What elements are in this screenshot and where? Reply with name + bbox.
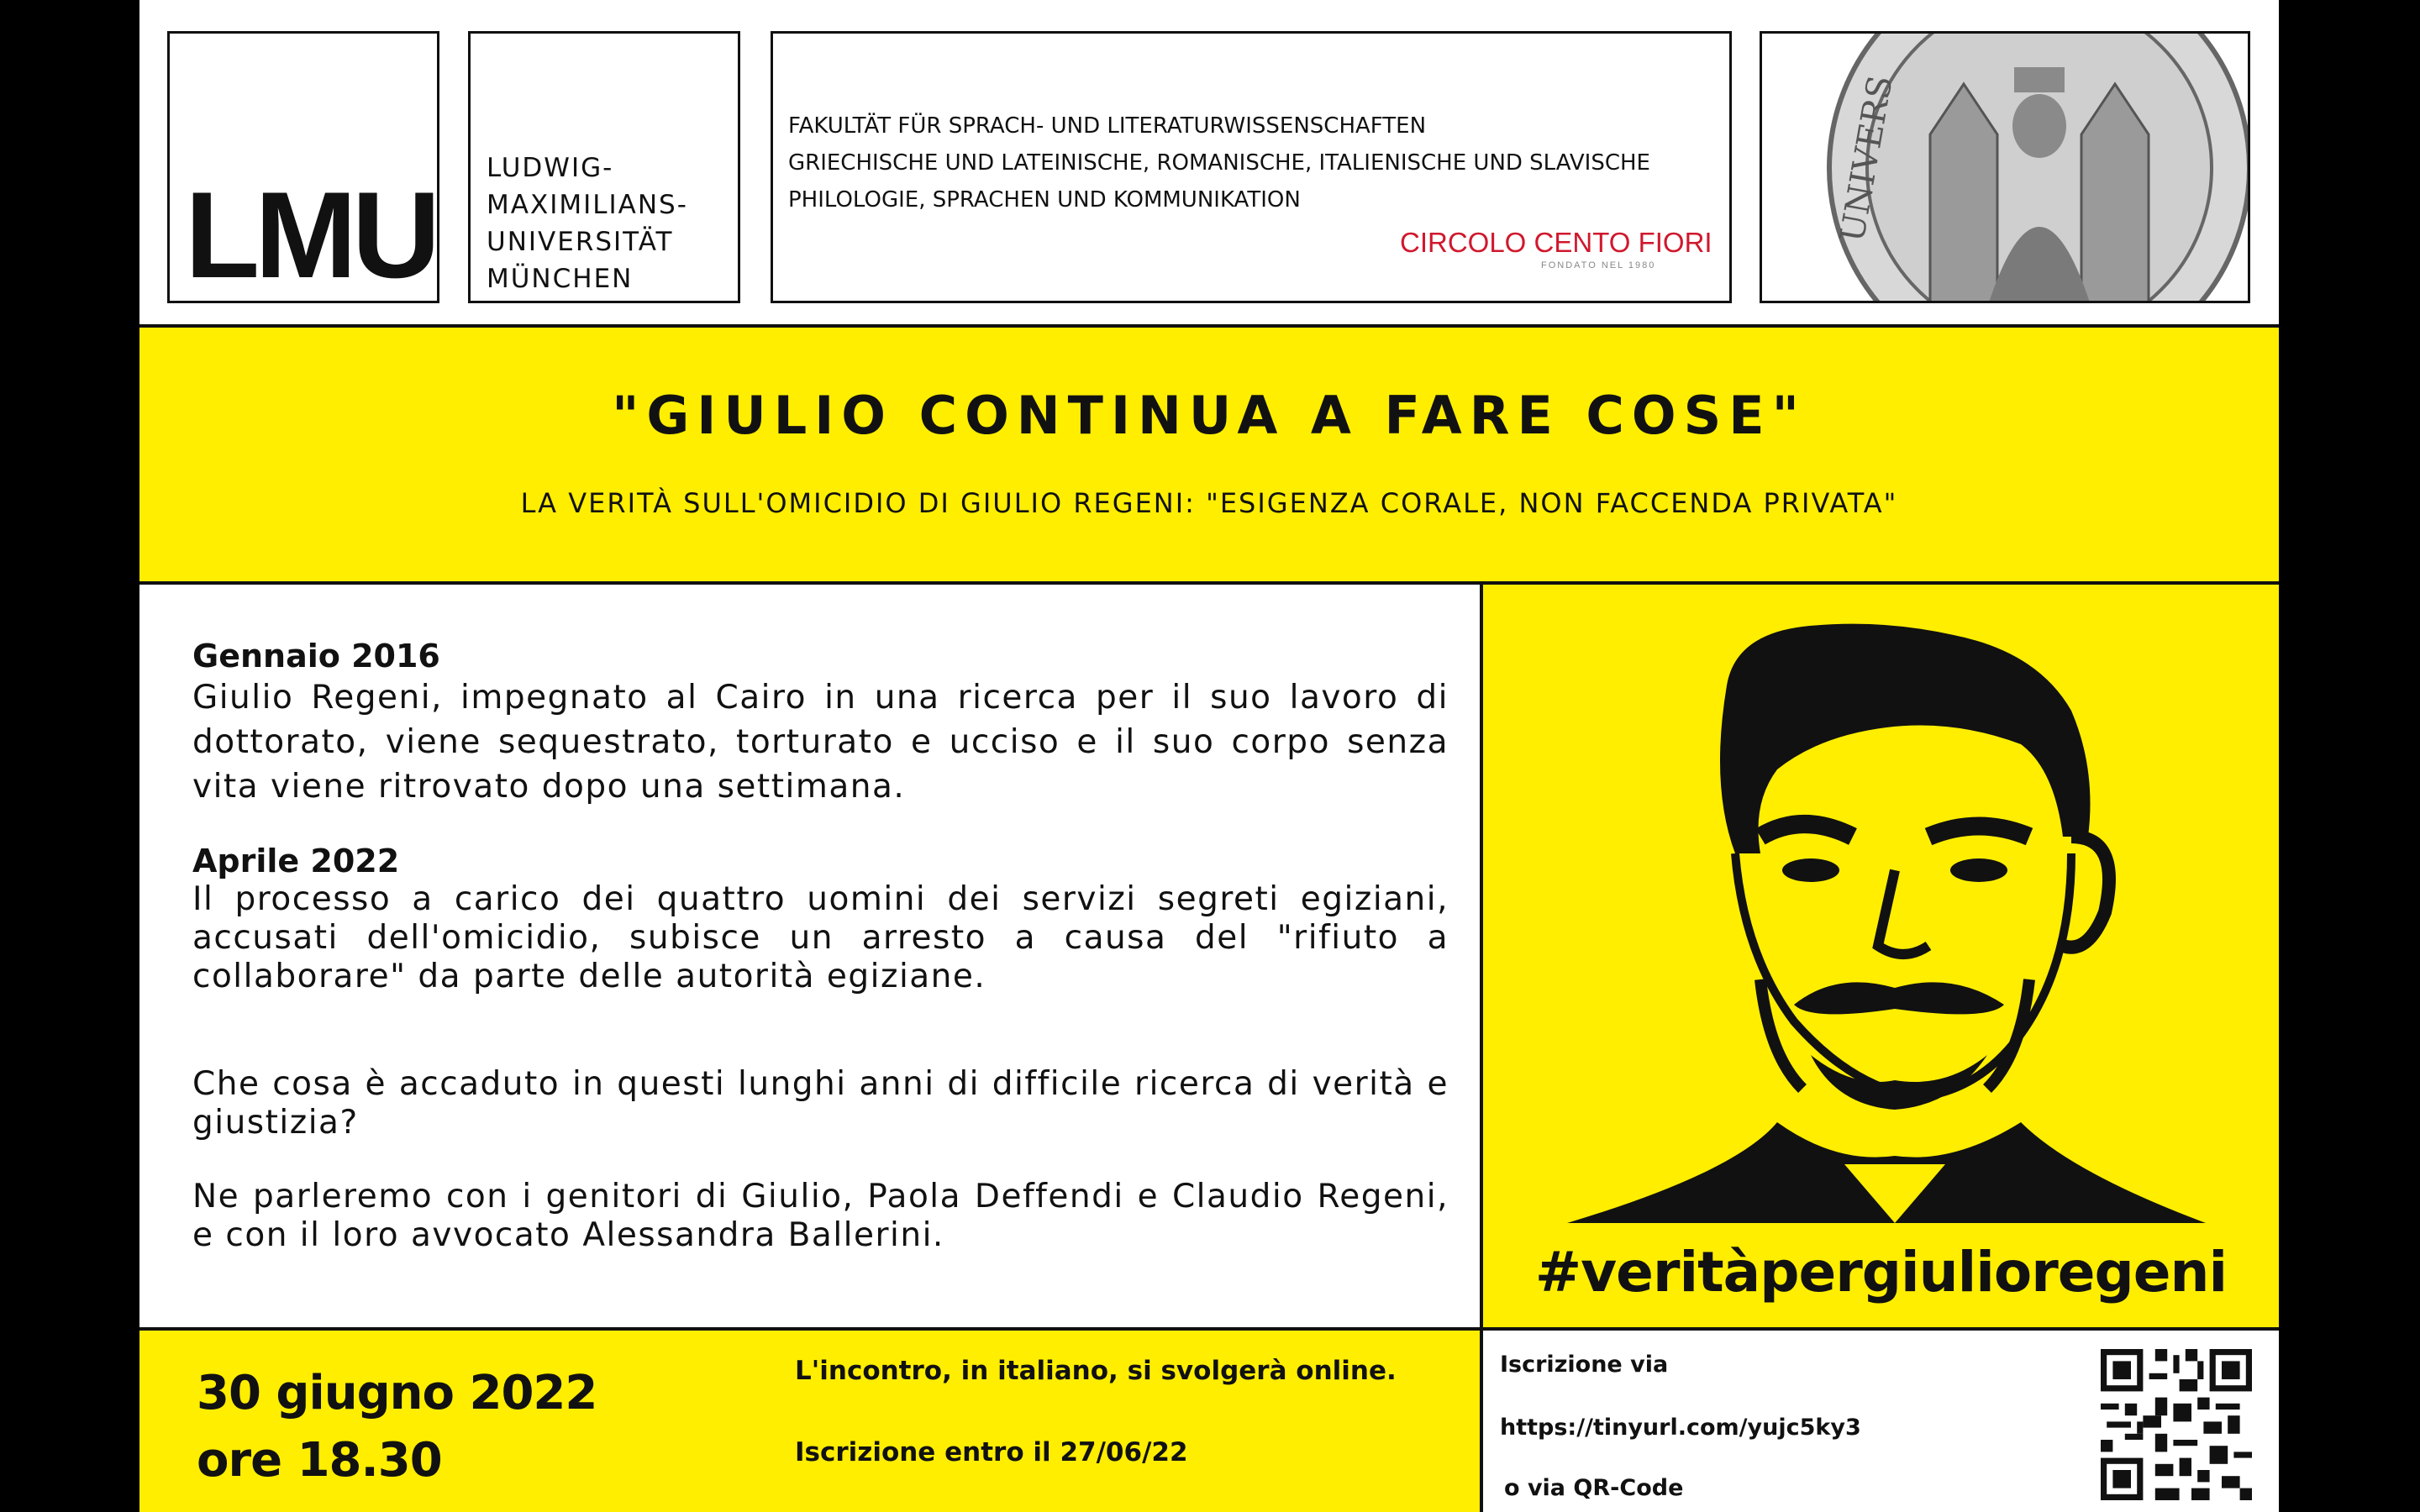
paragraph-aprile: Il processo a carico dei quattro uomini dei servizi segreti egiziani, accusati dell'omicidio, subisce un arresto a causa del "rifiuto a collaborare" da parte delle autorità egiziane. <box>192 880 1449 995</box>
lmu-logo-box <box>167 31 439 303</box>
lmu-logo: LMU <box>185 166 436 303</box>
qr-code-icon[interactable] <box>2101 1349 2252 1500</box>
giulio-portrait-image <box>1483 585 2282 1223</box>
faculty-text: FAKULTÄT FÜR SPRACH- UND LITERATURWISSENSCHAFTEN GRIECHISCHE UND LATEINISCHE, ROMANISCHE, ITALIENISCHE UND SLAVISCHE PHILOLOGIE, SPRACHEN UND KOMMUNIKATION <box>788 108 1650 218</box>
registration-deadline: Iscrizione entro il 27/06/22 <box>795 1437 1188 1467</box>
paragraph-gennaio: Giulio Regeni, impegnato al Cairo in una ricerca per il suo lavoro di dottorato, viene sequestrato, torturato e ucciso e il suo corpo senza vita viene ritrovato dopo una settimana. <box>192 679 1449 806</box>
section-aprile <box>192 842 1449 996</box>
title-band <box>139 324 2279 585</box>
body-text-panel <box>139 585 1480 1327</box>
university-seal-box <box>1760 31 2250 303</box>
faculty-box <box>771 31 1732 303</box>
question-paragraph: Che cosa è accaduto in questi lunghi anni di difficile ricerca di verità e giustizia? <box>192 1065 1449 1142</box>
registration-panel <box>1480 1327 2279 1512</box>
event-time: ore 18.30 <box>197 1433 442 1488</box>
event-datetime <box>197 1360 597 1494</box>
portrait-panel <box>1480 585 2279 1327</box>
university-seal-icon <box>1762 34 2250 303</box>
poster <box>139 0 2279 1512</box>
circolo-cento-fiori-logo: CIRCOLO CENTO FIORI FONDATO NEL 1980 <box>1400 227 1712 270</box>
university-name: LUDWIG- MAXIMILIANS- UNIVERSITÄT MÜNCHEN <box>487 153 688 294</box>
event-subtitle: LA VERITÀ SULL'OMICIDIO DI GIULIO REGENI: "ESIGENZA CORALE, NON FACCENDA PRIVATA" <box>520 487 1898 519</box>
footer-date-panel <box>139 1327 1480 1512</box>
event-title: "GIULIO CONTINUA A FARE COSE" <box>612 385 1807 446</box>
heading-aprile: Aprile 2022 <box>192 843 400 879</box>
registration-link[interactable]: https://tinyurl.com/yujc5ky3 <box>1500 1415 1861 1441</box>
speakers-paragraph: Ne parleremo con i genitori di Giulio, Paola Deffendi e Claudio Regeni, e con il loro avvocato Alessandra Ballerini. <box>192 1178 1449 1254</box>
event-date: 30 giugno 2022 <box>197 1366 597 1420</box>
svg-text:UNIVERS: UNIVERS <box>1833 72 1901 245</box>
university-name-box <box>468 31 740 303</box>
heading-gennaio: Gennaio 2016 <box>192 638 440 675</box>
qr-code-label: o via QR-Code <box>1504 1475 1684 1501</box>
section-gennaio <box>192 637 1449 809</box>
online-note: L'incontro, in italiano, si svolgerà online. <box>795 1356 1397 1386</box>
registration-label: Iscrizione via <box>1500 1352 1669 1378</box>
hashtag: #veritàpergiulioregeni <box>1534 1240 2228 1305</box>
